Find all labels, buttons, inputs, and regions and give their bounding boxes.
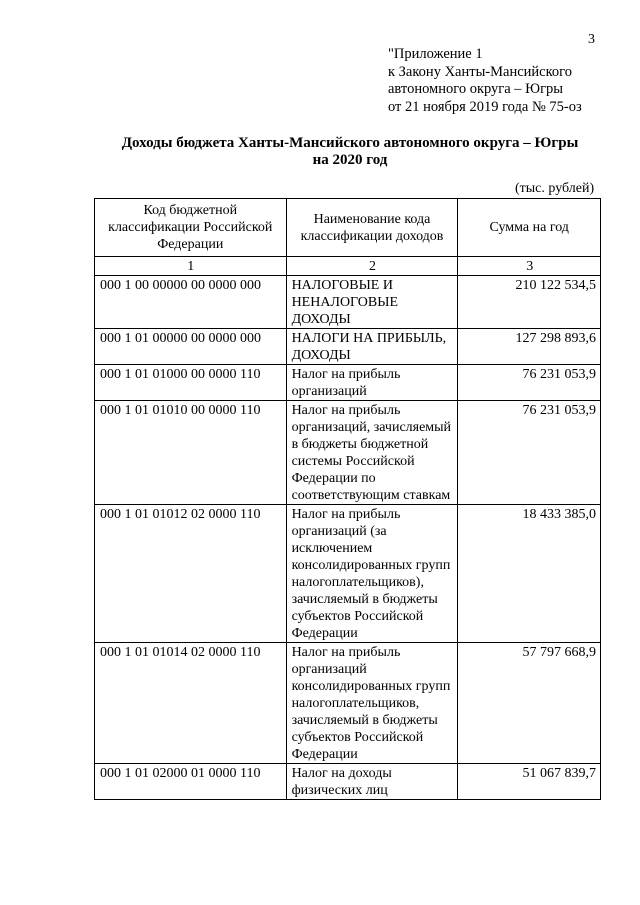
row-code: 000 1 01 01012 02 0000 110 (95, 505, 287, 643)
row-name: НАЛОГОВЫЕ И НЕНАЛОГОВЫЕ ДОХОДЫ (286, 276, 458, 329)
row-sum: 76 231 053,9 (458, 365, 601, 401)
column-number: 3 (458, 257, 601, 276)
revenue-table (94, 198, 601, 800)
column-number: 1 (95, 257, 287, 276)
row-name: Налог на прибыль организаций консолидированных групп налогоплательщиков, зачисляемый в бюджеты субъектов Российской Федерации (286, 643, 458, 764)
column-number: 2 (286, 257, 458, 276)
units-label: (тыс. рублей) (515, 181, 595, 196)
row-code: 000 1 01 00000 00 0000 000 (95, 329, 287, 365)
table-row (95, 365, 601, 401)
row-sum: 127 298 893,6 (458, 329, 601, 365)
row-code: 000 1 00 00000 00 0000 000 (95, 276, 287, 329)
title-line: на 2020 год (312, 152, 388, 168)
row-code: 000 1 01 02000 01 0000 110 (95, 764, 287, 800)
table-row (95, 276, 601, 329)
appendix-line: автономного округа – Югры (388, 81, 564, 97)
row-name: Налог на прибыль организаций, зачисляемый в бюджеты бюджетной системы Российской Федерации по соответствующим ставкам (286, 401, 458, 505)
table-header-row (95, 199, 601, 257)
table-row (95, 505, 601, 643)
row-sum: 57 797 668,9 (458, 643, 601, 764)
title-line: Доходы бюджета Ханты-Мансийского автономного округа – Югры (121, 135, 579, 151)
table-row (95, 401, 601, 505)
header-sum: Сумма на год (458, 199, 601, 257)
row-sum: 76 231 053,9 (458, 401, 601, 505)
row-name: НАЛОГИ НА ПРИБЫЛЬ, ДОХОДЫ (286, 329, 458, 365)
row-sum: 18 433 385,0 (458, 505, 601, 643)
appendix-note (388, 46, 582, 116)
page-number: 3 (588, 32, 595, 47)
row-code: 000 1 01 01000 00 0000 110 (95, 365, 287, 401)
row-sum: 210 122 534,5 (458, 276, 601, 329)
row-name: Налог на доходы физических лиц (286, 764, 458, 800)
row-sum: 51 067 839,7 (458, 764, 601, 800)
row-name: Налог на прибыль организаций (286, 365, 458, 401)
row-name: Налог на прибыль организаций (за исключением консолидированных групп налогоплательщиков), зачисляемый в бюджеты субъектов Российской Федерации (286, 505, 458, 643)
column-number-row (95, 257, 601, 276)
appendix-line: "Приложение 1 (388, 46, 483, 62)
table-row (95, 643, 601, 764)
table-row (95, 329, 601, 365)
row-code: 000 1 01 01014 02 0000 110 (95, 643, 287, 764)
table-row (95, 764, 601, 800)
document-title (0, 135, 640, 169)
header-code: Код бюджетной классификации Российской Федерации (95, 199, 287, 257)
appendix-line: к Закону Ханты-Мансийского (388, 63, 573, 80)
appendix-line: от 21 ноября 2019 года № 75-оз (388, 98, 582, 115)
row-code: 000 1 01 01010 00 0000 110 (95, 401, 287, 505)
header-name: Наименование кода классификации доходов (286, 199, 458, 257)
